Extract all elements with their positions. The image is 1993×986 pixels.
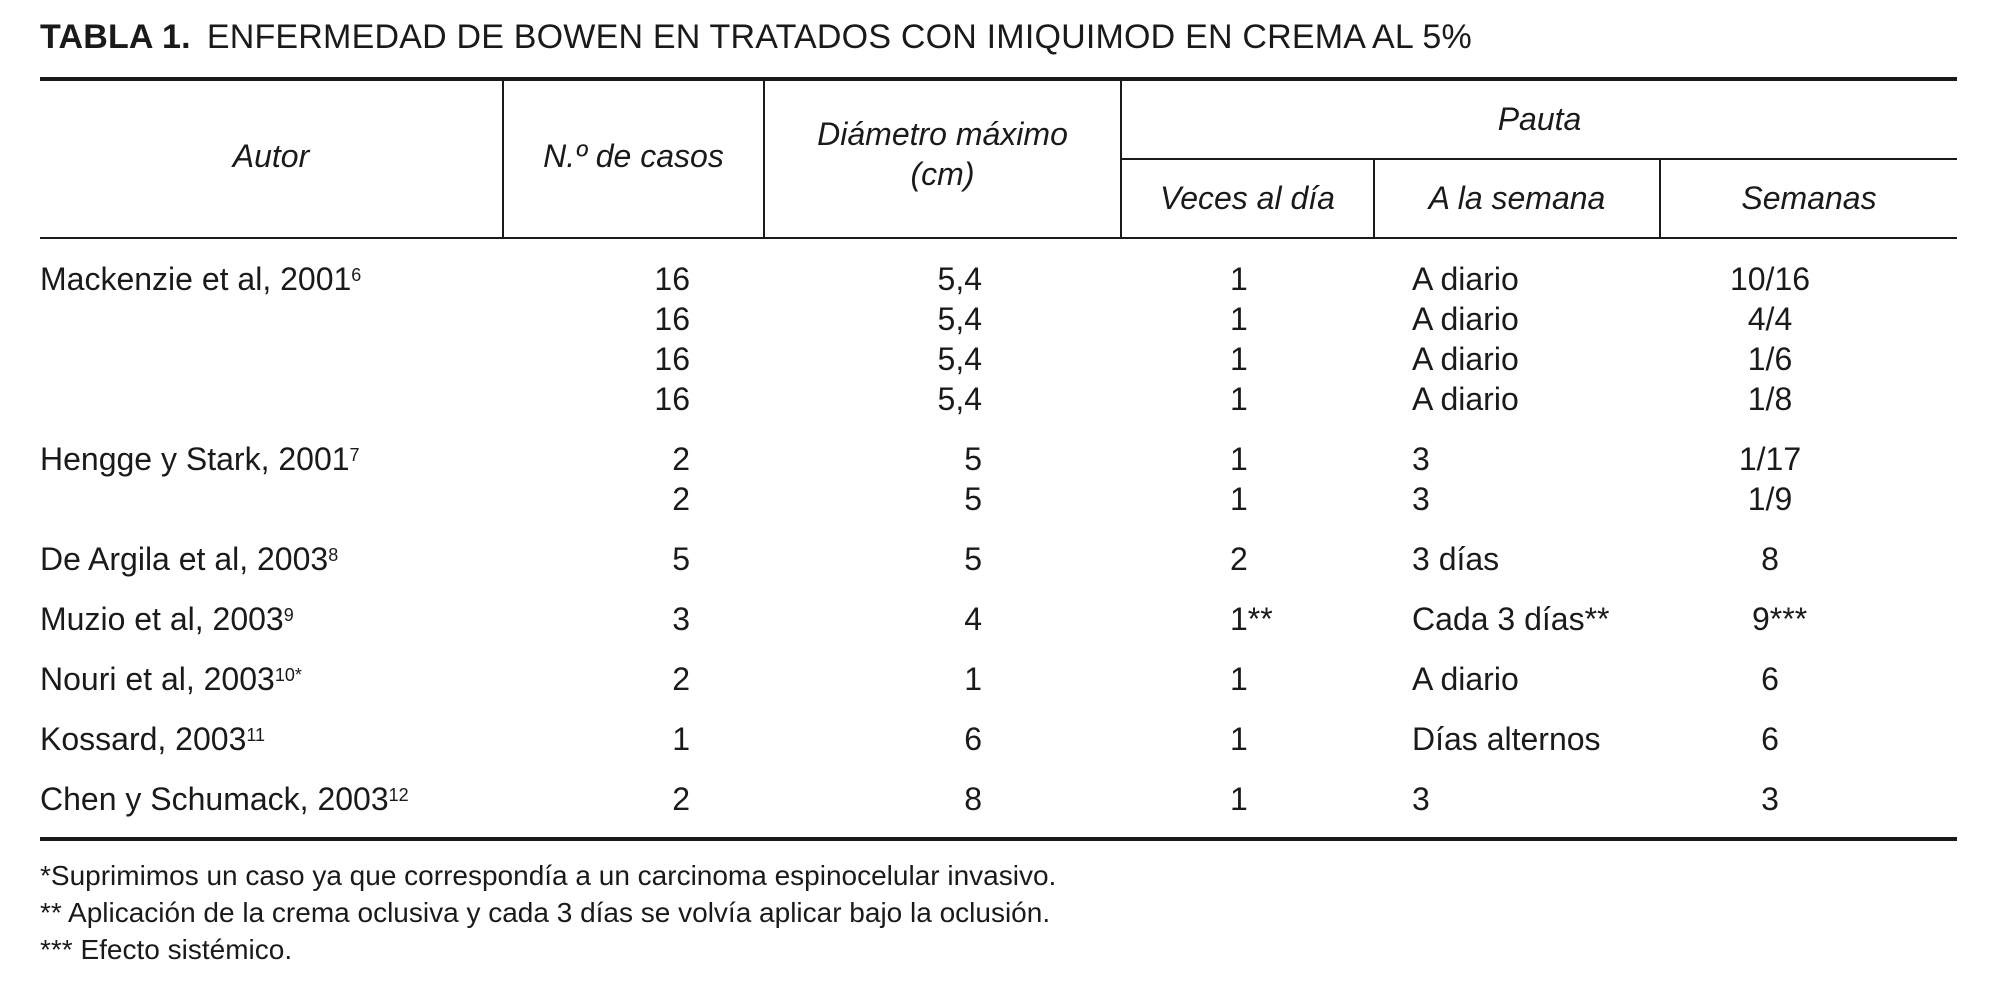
cell-semanas: 4/4 bbox=[1747, 301, 1793, 337]
cell-semanas: 9*** bbox=[1752, 601, 1808, 637]
cell-semana: 3 bbox=[1412, 481, 1430, 517]
cell-casos: 16 bbox=[654, 301, 690, 337]
cell-diametro: 5,4 bbox=[937, 381, 982, 417]
cell-semanas: 3 bbox=[1761, 781, 1779, 817]
cell-casos: 1 bbox=[672, 721, 690, 757]
cell-casos: 5 bbox=[672, 541, 690, 577]
cell-autor: Muzio et al, 2003$^9$ bbox=[40, 601, 294, 637]
cell-semana: A diario bbox=[1412, 341, 1519, 377]
cell-casos: 2 bbox=[672, 441, 690, 477]
cell-semana: Cada 3 días** bbox=[1412, 601, 1610, 637]
cell-semana: 3 días bbox=[1412, 541, 1500, 577]
cell-veces: 2 bbox=[1230, 541, 1248, 577]
cell-diametro: 5 bbox=[964, 481, 982, 517]
cell-diametro: 5,4 bbox=[937, 261, 982, 297]
table-row bbox=[0, 439, 1993, 479]
cell-casos: 3 bbox=[672, 601, 690, 637]
cell-casos: 2 bbox=[672, 661, 690, 697]
table-row bbox=[0, 479, 1993, 519]
cell-semanas: 6 bbox=[1761, 661, 1779, 697]
cell-semanas: 1/6 bbox=[1747, 341, 1793, 377]
table-row bbox=[0, 299, 1993, 339]
cell-autor: Hengge y Stark, 2001$^7$ bbox=[40, 441, 360, 477]
cell-veces: 1 bbox=[1230, 781, 1248, 817]
cell-casos: 2 bbox=[672, 781, 690, 817]
table-row bbox=[0, 379, 1993, 419]
bottom-rule bbox=[40, 837, 1957, 841]
cell-semana: A diario bbox=[1412, 381, 1519, 417]
footnote: ** Aplicación de la crema oclusiva y cada 3 días se volvía aplicar bajo la oclusión. bbox=[40, 897, 1051, 928]
cell-semanas: 1/9 bbox=[1747, 481, 1793, 517]
footnote: *** Efecto sistémico. bbox=[40, 934, 293, 965]
cell-veces: 1 bbox=[1230, 661, 1248, 697]
cell-autor: Kossard, 2003$^{11}$ bbox=[40, 721, 266, 757]
cell-semanas: 1/8 bbox=[1747, 381, 1793, 417]
cell-semanas: 8 bbox=[1761, 541, 1779, 577]
cell-semana: Días alternos bbox=[1412, 721, 1601, 757]
cell-semana: 3 bbox=[1412, 781, 1430, 817]
table-title bbox=[40, 18, 1472, 57]
cell-diametro: 1 bbox=[964, 661, 982, 697]
header-diametro-line2: (cm) bbox=[910, 156, 975, 192]
pauta-rule bbox=[1121, 158, 1957, 160]
cell-autor: Chen y Schumack, 2003$^{12}$ bbox=[40, 781, 409, 817]
cell-semanas: 10/16 bbox=[1729, 261, 1811, 297]
cell-casos: 16 bbox=[654, 341, 690, 377]
cell-veces: 1 bbox=[1230, 481, 1248, 517]
top-rule bbox=[40, 77, 1957, 81]
header-pauta: Pauta bbox=[1497, 101, 1582, 137]
table-row bbox=[0, 339, 1993, 379]
cell-veces: 1 bbox=[1230, 381, 1248, 417]
cell-semana: 3 bbox=[1412, 441, 1430, 477]
cell-veces: 1 bbox=[1230, 441, 1248, 477]
header-diametro-line1: Diámetro máximo bbox=[817, 116, 1068, 152]
header-semanas: Semanas bbox=[1741, 180, 1877, 216]
header-bottom-rule bbox=[40, 237, 1957, 239]
table-label: TABLA 1. bbox=[40, 18, 191, 56]
cell-semanas: 6 bbox=[1761, 721, 1779, 757]
cell-diametro: 5,4 bbox=[937, 341, 982, 377]
cell-veces: 1 bbox=[1230, 341, 1248, 377]
cell-casos: 2 bbox=[672, 481, 690, 517]
cell-casos: 16 bbox=[654, 261, 690, 297]
cell-diametro: 5 bbox=[964, 541, 982, 577]
table-row bbox=[0, 599, 1993, 639]
cell-autor: Mackenzie et al, 2001$^6$ bbox=[40, 261, 362, 297]
cell-semanas: 1/17 bbox=[1738, 441, 1802, 477]
header-autor: Autor bbox=[232, 138, 310, 174]
table-caption: ENFERMEDAD DE BOWEN EN TRATADOS CON IMIQUIMOD EN CREMA AL 5% bbox=[206, 18, 1472, 56]
header-veces: Veces al día bbox=[1160, 180, 1335, 216]
cell-veces: 1** bbox=[1230, 601, 1273, 637]
table-row bbox=[0, 539, 1993, 579]
cell-semana: A diario bbox=[1412, 261, 1519, 297]
cell-semana: A diario bbox=[1412, 661, 1519, 697]
cell-diametro: 5 bbox=[964, 441, 982, 477]
cell-veces: 1 bbox=[1230, 261, 1248, 297]
cell-diametro: 6 bbox=[964, 721, 982, 757]
table-row bbox=[0, 259, 1993, 299]
cell-autor: Nouri et al, $2003^{10*}$ bbox=[40, 661, 302, 697]
cell-diametro: 5,4 bbox=[937, 301, 982, 337]
footnote: *Suprimimos un caso ya que correspondía a un carcinoma espinocelular invasivo. bbox=[40, 860, 1057, 891]
cell-diametro: 4 bbox=[964, 601, 982, 637]
cell-veces: 1 bbox=[1230, 721, 1248, 757]
table-row bbox=[0, 779, 1993, 819]
cell-semana: A diario bbox=[1412, 301, 1519, 337]
header-casos: N.º de casos bbox=[543, 138, 724, 174]
cell-veces: 1 bbox=[1230, 301, 1248, 337]
header-diametro bbox=[765, 114, 1120, 194]
cell-diametro: 8 bbox=[964, 781, 982, 817]
table-row bbox=[0, 719, 1993, 759]
cell-casos: 16 bbox=[654, 381, 690, 417]
cell-autor: De Argila et al, 2003$^8$ bbox=[40, 541, 339, 577]
header-semana: A la semana bbox=[1428, 180, 1606, 216]
table-footnotes bbox=[40, 857, 1056, 968]
table-row bbox=[0, 659, 1993, 699]
